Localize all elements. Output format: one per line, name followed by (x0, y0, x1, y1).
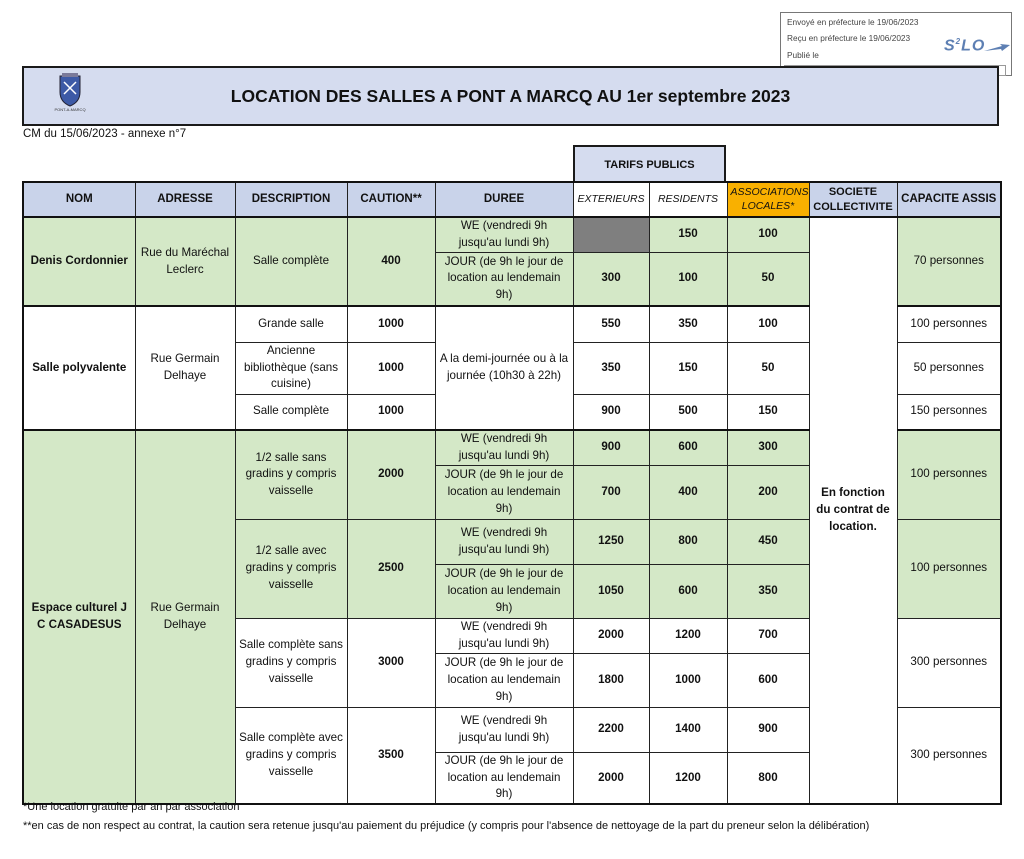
rate-exterieurs: 2000 (573, 752, 649, 804)
rate-exterieurs: 1250 (573, 519, 649, 564)
caution-value: 2000 (347, 430, 435, 519)
rate-associations: 800 (727, 752, 809, 804)
rate-associations: 900 (727, 707, 809, 752)
rate-associations: 450 (727, 519, 809, 564)
capacity-value: 300 personnes (897, 707, 1001, 804)
slo-logo: $S^2LO$ (944, 37, 986, 55)
rate-residents: 1000 (649, 653, 727, 707)
rate-associations: 200 (727, 465, 809, 519)
room-description: Salle complète avec gradins y compris vaisselle (235, 707, 347, 804)
room-description: Salle complète (235, 217, 347, 306)
venue-name: Salle polyvalente (23, 306, 135, 430)
rate-residents: 1400 (649, 707, 727, 752)
venue-name: Denis Cordonnier (23, 217, 135, 306)
venue-name: Espace culturel J C CASADESUS (23, 430, 135, 804)
caution-value: 2500 (347, 519, 435, 618)
caution-value: 3500 (347, 707, 435, 804)
rate-residents: 800 (649, 519, 727, 564)
capacity-value: 100 personnes (897, 430, 1001, 519)
duree-we: WE (vendredi 9h jusqu'au lundi 9h) (435, 618, 573, 653)
venue-address: Rue Germain Delhaye (135, 430, 235, 804)
col-residents: RESIDENTS (649, 182, 727, 217)
rate-exterieurs-empty (573, 217, 649, 252)
rate-residents: 500 (649, 394, 727, 430)
capacity-value: 100 personnes (897, 306, 1001, 342)
caution-value: 1000 (347, 342, 435, 394)
svg-text:PONT-A-MARCQ: PONT-A-MARCQ (54, 107, 86, 112)
room-description: Ancienne bibliothèque (sans cuisine) (235, 342, 347, 394)
rate-exterieurs: 1800 (573, 653, 649, 707)
capacity-value: 70 personnes (897, 217, 1001, 306)
stamp-published: Publié le (787, 50, 819, 60)
rate-associations: 100 (727, 306, 809, 342)
rate-associations: 300 (727, 430, 809, 465)
rate-residents: 600 (649, 430, 727, 465)
table-header-row (23, 182, 1001, 217)
rate-residents: 150 (649, 217, 727, 252)
duree-we: WE (vendredi 9h jusqu'au lundi 9h) (435, 430, 573, 465)
rate-exterieurs: 300 (573, 252, 649, 306)
rate-associations: 350 (727, 564, 809, 618)
col-caution: CAUTION** (347, 182, 435, 217)
capacity-value: 150 personnes (897, 394, 1001, 430)
title-bar (22, 66, 999, 126)
rate-residents: 1200 (649, 752, 727, 804)
caution-value: 400 (347, 217, 435, 306)
rate-associations: 150 (727, 394, 809, 430)
capacity-value: 50 personnes (897, 342, 1001, 394)
room-description: 1/2 salle sans gradins y compris vaisselle (235, 430, 347, 519)
caution-value: 1000 (347, 394, 435, 430)
rate-residents: 1200 (649, 618, 727, 653)
col-societe: SOCIETE COLLECTIVITE (809, 182, 897, 217)
rate-exterieurs: 350 (573, 342, 649, 394)
slo-arrow-icon (984, 43, 1010, 53)
rate-associations: 50 (727, 252, 809, 306)
col-capacite: CAPACITE ASSIS (897, 182, 1001, 217)
rate-residents: 350 (649, 306, 727, 342)
rate-associations: 100 (727, 217, 809, 252)
capacity-value: 300 personnes (897, 618, 1001, 707)
col-exterieurs: EXTERIEURS (573, 182, 649, 217)
page-title: LOCATION DES SALLES A PONT A MARCQ AU 1er septembre 2023 (230, 86, 791, 106)
rate-exterieurs: 900 (573, 394, 649, 430)
venue-address: Rue Germain Delhaye (135, 306, 235, 430)
footnote-caution: **en cas de non respect au contrat, la caution sera retenue jusqu'au paiement du préjudice (y compris pour l'absence de nettoyage de la part du preneur selon la délibération) (23, 820, 870, 832)
rate-exterieurs: 2200 (573, 707, 649, 752)
col-nom: NOM (23, 182, 135, 217)
rate-residents: 100 (649, 252, 727, 306)
rates-table (22, 181, 1002, 805)
caution-value: 1000 (347, 306, 435, 342)
room-description: Grande salle (235, 306, 347, 342)
rate-residents: 600 (649, 564, 727, 618)
duree-jour: JOUR (de 9h le jour de location au lendemain 9h) (435, 653, 573, 707)
duree-we: WE (vendredi 9h jusqu'au lundi 9h) (435, 519, 573, 564)
duree-jour: JOUR (de 9h le jour de location au lendemain 9h) (435, 752, 573, 804)
duree-we: WE (vendredi 9h jusqu'au lundi 9h) (435, 217, 573, 252)
duree-jour: JOUR (de 9h le jour de location au lendemain 9h) (435, 564, 573, 618)
stamp-sent: Envoyé en préfecture le 19/06/2023 (787, 17, 919, 27)
rate-exterieurs: 700 (573, 465, 649, 519)
col-associations: ASSOCIATIONS LOCALES* (727, 182, 809, 217)
societe-note: En fonction du contrat de location. (809, 217, 897, 804)
rate-exterieurs: 900 (573, 430, 649, 465)
col-description: DESCRIPTION (235, 182, 347, 217)
duree-we: WE (vendredi 9h jusqu'au lundi 9h) (435, 707, 573, 752)
duree-jour: JOUR (de 9h le jour de location au lendemain 9h) (435, 465, 573, 519)
rate-associations: 600 (727, 653, 809, 707)
caution-value: 3000 (347, 618, 435, 707)
room-description: Salle complète (235, 394, 347, 430)
capacity-value: 100 personnes (897, 519, 1001, 618)
stamp-received: Reçu en préfecture le 19/06/2023 (787, 33, 911, 43)
rate-associations: 50 (727, 342, 809, 394)
rate-exterieurs: 2000 (573, 618, 649, 653)
duree-jour: JOUR (de 9h le jour de location au lendemain 9h) (435, 252, 573, 306)
room-description: Salle complète sans gradins y compris vaisselle (235, 618, 347, 707)
col-duree: DUREE (435, 182, 573, 217)
room-description: 1/2 salle avec gradins y compris vaisselle (235, 519, 347, 618)
council-reference: CM du 15/06/2023 - annexe n°7 (23, 128, 187, 140)
duree-demi-journee: A la demi-journée ou à la journée (10h30 à 22h) (435, 306, 573, 430)
rate-associations: 700 (727, 618, 809, 653)
rate-residents: 400 (649, 465, 727, 519)
rate-residents: 150 (649, 342, 727, 394)
col-adresse: ADRESSE (135, 182, 235, 217)
venue-address: Rue du Maréchal Leclerc (135, 217, 235, 306)
rate-exterieurs: 1050 (573, 564, 649, 618)
footnote-association: *Une location gratuite par an par association (23, 801, 240, 813)
rate-exterieurs: 550 (573, 306, 649, 342)
table-row (23, 217, 1001, 252)
tarifs-publics-header: TARIFS PUBLICS (573, 145, 726, 182)
